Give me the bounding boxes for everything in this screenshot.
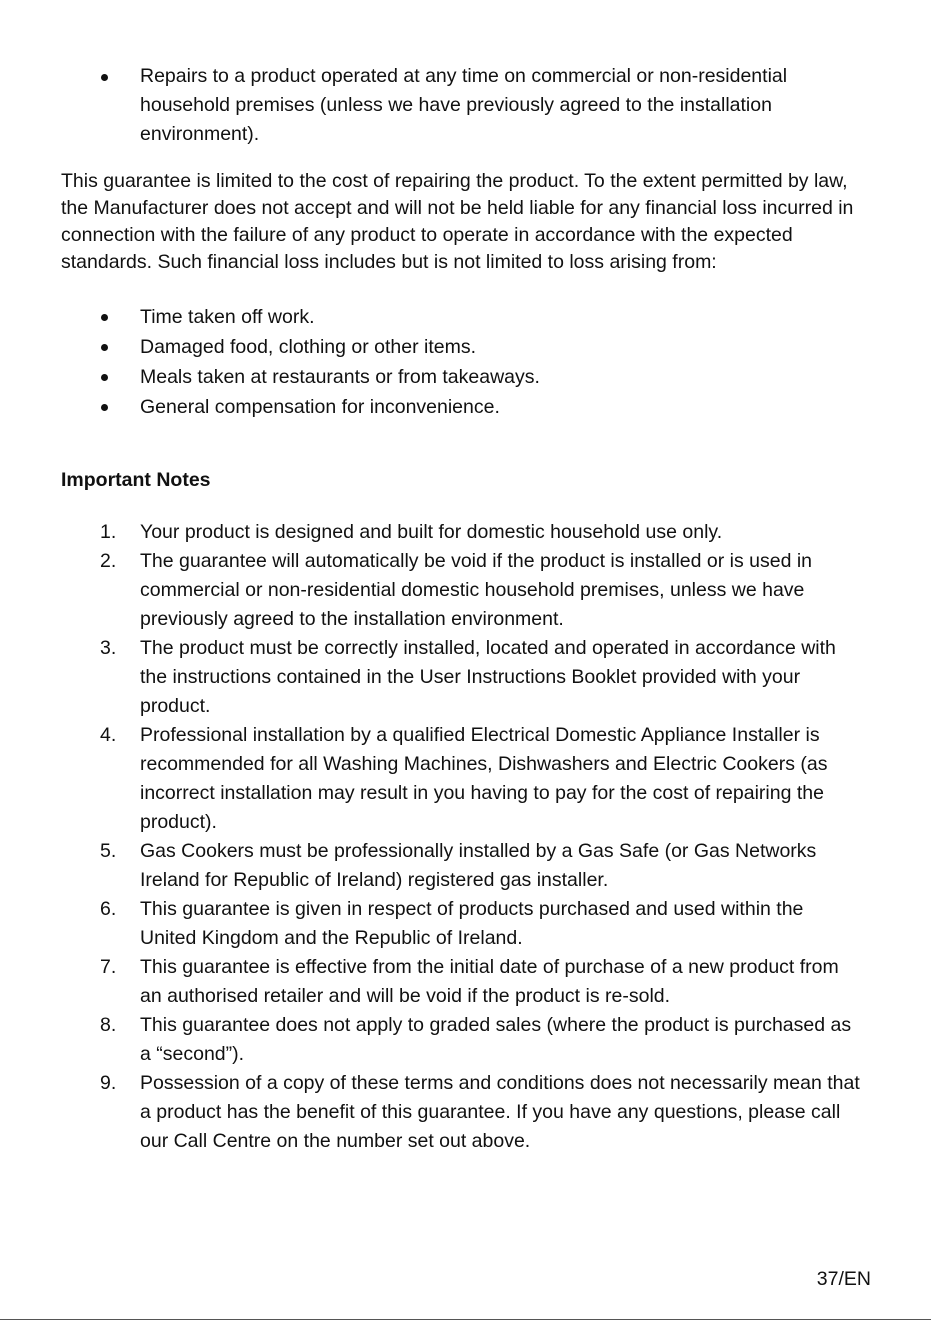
note-number: 3. — [100, 637, 117, 659]
exclusions-list — [0, 62, 870, 149]
note-number: 7. — [100, 956, 117, 978]
list-item-text: Damaged food, clothing or other items. — [140, 336, 477, 358]
bullet-icon — [101, 374, 108, 381]
note-number: 8. — [100, 1014, 117, 1036]
note-text: The guarantee will automatically be void if the product is installed or is used in commercial or non-residential domestic household premises, unless we have previously agreed to the installation environment. — [140, 550, 813, 630]
list-item — [0, 392, 870, 422]
list-item — [0, 302, 870, 332]
note-text: This guarantee is effective from the initial date of purchase of a new product from an authorised retailer and will be void if the product is re-sold. — [140, 956, 839, 1007]
note-text: Your product is designed and built for domestic household use only. — [140, 521, 723, 543]
important-notes-list — [0, 518, 865, 1156]
note-text: Professional installation by a qualified Electrical Domestic Appliance Installer is recommended for all Washing Machines, Dishwashers and Electric Cookers (as incorrect installation may result in you having to pay for the cost of repairing the product). — [140, 724, 828, 833]
note-number: 2. — [100, 550, 117, 572]
note-item — [0, 721, 865, 837]
liability-paragraph: This guarantee is limited to the cost of repairing the product. To the extent permitted by law, the Manufacturer does not accept and will not be held liable for any financial loss incurred in connection with the failure of any product to operate in accordance with the expected standards. Such financial loss includes but is not limited to loss arising from: — [61, 170, 854, 273]
note-item — [0, 837, 865, 895]
bullet-icon — [101, 314, 108, 321]
bullet-icon — [101, 344, 108, 351]
list-item-text: Meals taken at restaurants or from takeaways. — [140, 366, 540, 388]
note-item — [0, 1011, 865, 1069]
note-item — [0, 895, 865, 953]
note-item — [0, 547, 865, 634]
note-text: Possession of a copy of these terms and conditions does not necessarily mean that a product has the benefit of this guarantee. If you have any questions, please call our Call Centre on the number set out above. — [140, 1072, 860, 1152]
bullet-icon — [101, 404, 108, 411]
list-item — [0, 332, 870, 362]
note-text: The product must be correctly installed, located and operated in accordance with the instructions contained in the User Instructions Booklet provided with your product. — [140, 637, 836, 717]
page-number: 37/EN — [816, 1268, 871, 1290]
note-item — [0, 953, 865, 1011]
financial-loss-list — [0, 302, 870, 422]
list-item-text: Time taken off work. — [140, 306, 315, 328]
note-item — [0, 518, 865, 547]
list-item — [0, 362, 870, 392]
list-item-text: General compensation for inconvenience. — [140, 396, 500, 418]
note-text: Gas Cookers must be professionally installed by a Gas Safe (or Gas Networks Ireland for Republic of Ireland) registered gas installer. — [140, 840, 817, 891]
note-number: 5. — [100, 840, 117, 862]
bullet-icon — [101, 74, 108, 81]
note-number: 9. — [100, 1072, 117, 1094]
section-heading: Important Notes — [61, 469, 211, 491]
note-number: 6. — [100, 898, 117, 920]
list-item-text: Repairs to a product operated at any time on commercial or non-residential household premises (unless we have previously agreed to the installation environment). — [140, 65, 788, 145]
note-item — [0, 1069, 865, 1156]
page-bottom-divider — [0, 1319, 931, 1320]
note-text: This guarantee is given in respect of products purchased and used within the United Kingdom and the Republic of Ireland. — [140, 898, 804, 949]
note-item — [0, 634, 865, 721]
note-text: This guarantee does not apply to graded sales (where the product is purchased as a “second”). — [140, 1014, 852, 1065]
note-number: 1. — [100, 521, 117, 543]
list-item — [0, 62, 870, 149]
note-number: 4. — [100, 724, 117, 746]
